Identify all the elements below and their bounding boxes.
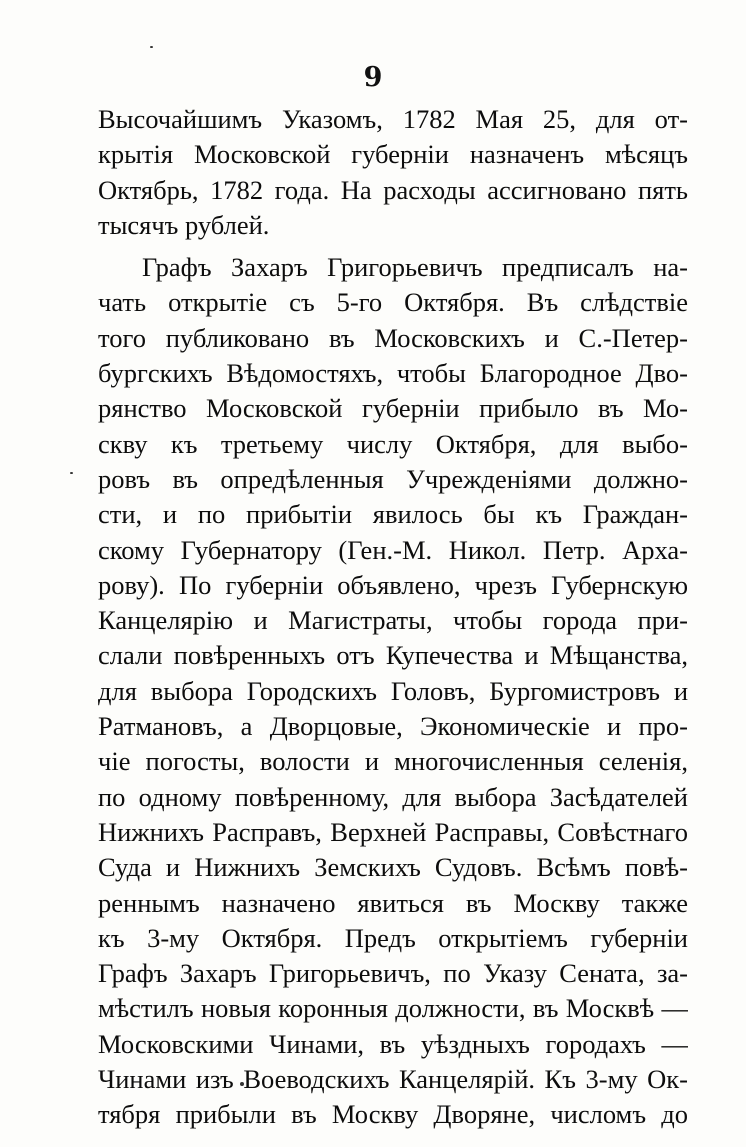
print-speck <box>70 472 73 474</box>
text-line: скому Губернатору (Ген.-М. Никол. Петр. Арха- <box>98 534 688 565</box>
text-line: Канцелярію и Магистраты, чтобы города при- <box>98 605 688 636</box>
text-line: для выбора Городскихъ Головъ, Бургомистровъ и <box>98 675 688 706</box>
text-line: Нижнихъ Расправъ, Верхней Расправы, Совѣстнаго <box>98 816 688 847</box>
text-line: Графъ Захаръ Григорьевичъ, по Указу Сената, за- <box>98 958 688 989</box>
text-line: тысячъ рублей. <box>98 209 270 240</box>
text-line: по одному повѣренному, для выбора Засѣдателей <box>98 781 688 812</box>
text-line: чіе погосты, волости и многочисленныя селенія, <box>98 746 688 777</box>
text-line: рову). По губерніи объявлено, чрезъ Губернскую <box>98 569 688 600</box>
text-line: тября прибыли въ Москву Дворяне, числомъ до <box>98 1099 688 1130</box>
text-line: мѣстилъ новыя коронныя должности, въ Москвѣ — <box>98 993 688 1024</box>
text-line: слали повѣренныхъ отъ Купечества и Мѣщанства, <box>98 640 688 671</box>
text-line: Чинами изъ Воеводскихъ Канцелярій. Къ 3-му Ок- <box>98 1064 688 1095</box>
text-line: чать открытіе съ 5-го Октября. Въ слѣдствіе <box>98 287 688 318</box>
text-line: Графъ Захаръ Григорьевичъ предписалъ на- <box>142 252 688 283</box>
text-line: реннымъ назначено явиться въ Москву также <box>98 887 688 918</box>
paragraph-2 <box>98 250 688 1132</box>
print-speck <box>150 46 153 48</box>
text-line: крытія Московской губерніи назначенъ мѣсяцъ <box>98 139 688 170</box>
paragraph-1 <box>98 102 688 243</box>
text-line: того публиковано въ Московскихъ и С.-Петер- <box>98 322 688 353</box>
text-line: Октябрь, 1782 года. На расходы ассигновано пять <box>98 174 688 205</box>
text-line: къ 3-му Октября. Предъ открытіемъ губерніи <box>98 922 688 953</box>
text-line: Ратмановъ, а Дворцовые, Экономическіе и про- <box>98 711 688 742</box>
text-line: Московскими Чинами, въ уѣздныхъ городахъ — <box>98 1028 688 1059</box>
text-line: Суда и Нижнихъ Земскихъ Судовъ. Всѣмъ повѣ- <box>98 852 688 883</box>
text-line: бургскихъ Вѣдомостяхъ, чтобы Благородное Дво- <box>98 358 688 389</box>
text-line: Высочайшимъ Указомъ, 1782 Мая 25, для от- <box>98 104 688 134</box>
page-number: 9 <box>363 62 383 93</box>
text-line: скву къ третьему числу Октября, для выбо- <box>98 428 688 459</box>
text-line: сти, и по прибытіи явилось бы къ Граждан- <box>98 499 688 530</box>
text-line: рянство Московской губерніи прибыло въ Мо- <box>98 393 688 424</box>
text-line: ровъ въ опредѣленныя Учрежденіями должно- <box>98 463 688 494</box>
body-text <box>98 102 688 1133</box>
